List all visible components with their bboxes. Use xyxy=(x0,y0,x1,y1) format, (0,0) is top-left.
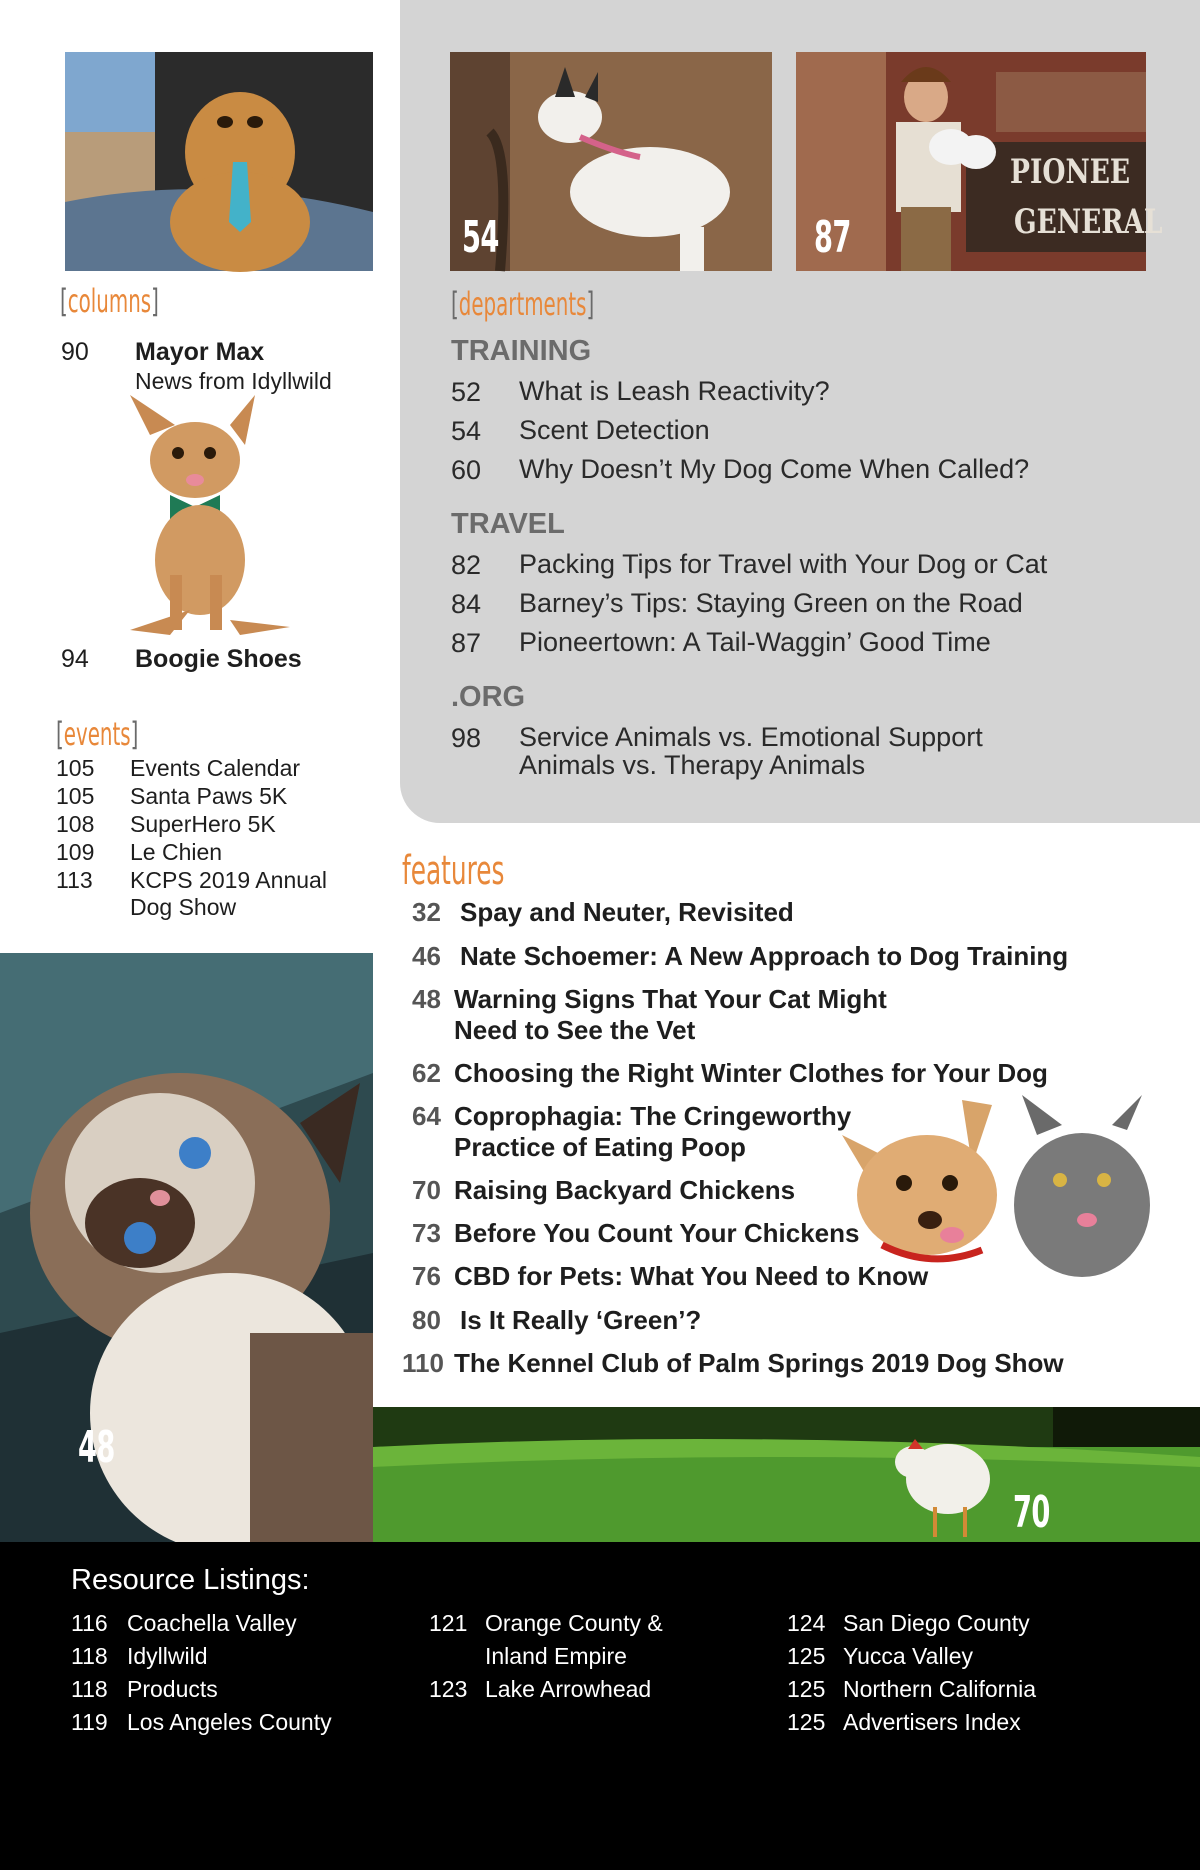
department-page-number: 87 xyxy=(451,628,482,658)
dog-and-cat-photo xyxy=(842,1095,1152,1280)
column-page-number: 94 xyxy=(61,645,89,673)
bracket-close: ] xyxy=(151,282,159,320)
department-page-number: 98 xyxy=(451,723,482,753)
feature-title: Is It Really ‘Green’? xyxy=(460,1305,702,1335)
columns-heading xyxy=(60,282,159,320)
resource-page-number: 118 xyxy=(71,1643,108,1669)
page-number-label: 87 xyxy=(814,212,851,263)
department-page-number: 60 xyxy=(451,455,482,485)
department-title: What is Leash Reactivity? xyxy=(519,376,830,406)
feature-title: Coprophagia: The Cringeworthy Practice of Eating Poop xyxy=(454,1101,852,1162)
event-title: Le Chien xyxy=(130,839,223,865)
event-page-number: 105 xyxy=(56,755,95,781)
feature-title: Spay and Neuter, Revisited xyxy=(460,897,794,927)
feature-title: CBD for Pets: What You Need to Know xyxy=(454,1261,929,1291)
department-title: Barney’s Tips: Staying Green on the Road xyxy=(519,588,1023,618)
events-heading-text: events xyxy=(63,715,131,753)
resource-title: Products xyxy=(127,1676,218,1702)
department-title: Pioneertown: A Tail-Waggin’ Good Time xyxy=(519,627,991,657)
departments-heading xyxy=(451,285,594,323)
event-title: SuperHero 5K xyxy=(130,811,276,837)
department-title: Why Doesn’t My Dog Come When Called? xyxy=(519,454,1030,484)
event-page-number: 108 xyxy=(56,811,95,837)
feature-title: The Kennel Club of Palm Springs 2019 Dog Show xyxy=(454,1348,1064,1378)
resource-page-number: 124 xyxy=(787,1610,826,1636)
department-title: Packing Tips for Travel with Your Dog or Cat xyxy=(519,549,1048,579)
resource-page-number: 121 xyxy=(429,1610,468,1636)
event-page-number: 109 xyxy=(56,839,95,865)
resource-title: Northern California xyxy=(843,1676,1037,1702)
columns-heading-text: columns xyxy=(67,282,152,320)
feature-page-number: 64 xyxy=(412,1101,441,1131)
jumping-dog-photo xyxy=(450,52,772,271)
department-page-number: 52 xyxy=(451,377,482,407)
feature-page-number: 76 xyxy=(412,1261,441,1291)
event-title: KCPS 2019 Annual Dog Show xyxy=(130,867,327,920)
resource-title: Lake Arrowhead xyxy=(485,1676,652,1702)
column-title: Mayor Max xyxy=(135,338,265,366)
bracket-open: [ xyxy=(451,285,459,323)
feature-title: Choosing the Right Winter Clothes for Your Dog xyxy=(454,1058,1048,1088)
feature-page-number: 62 xyxy=(412,1058,441,1088)
events-heading xyxy=(56,715,138,753)
store-sign-line2: GENERAL xyxy=(1014,202,1163,242)
resource-title: Advertisers Index xyxy=(843,1709,1021,1735)
bracket-open: [ xyxy=(60,282,68,320)
resource-page-number: 119 xyxy=(71,1709,108,1735)
chihuahua-photo xyxy=(90,395,310,640)
resource-title: Orange County & Inland Empire xyxy=(485,1610,663,1669)
golden-retriever-photo xyxy=(65,52,373,271)
resource-title: San Diego County xyxy=(843,1610,1030,1636)
resource-title: Los Angeles County xyxy=(127,1709,332,1735)
departments-heading-text: departments xyxy=(458,285,587,323)
himalayan-cat-photo xyxy=(0,953,373,1542)
chicken-on-grass-photo xyxy=(373,1407,1200,1542)
feature-title: Nate Schoemer: A New Approach to Dog Training xyxy=(460,941,1069,971)
chicken-photo xyxy=(373,1407,1200,1542)
resource-title: Idyllwild xyxy=(127,1643,208,1669)
column-title: Boogie Shoes xyxy=(135,645,302,673)
cat-photo xyxy=(0,953,373,1542)
page-number-label: 70 xyxy=(1013,1487,1050,1538)
department-page-number: 54 xyxy=(451,416,482,446)
page-number-label: 54 xyxy=(462,212,499,263)
department-page-number: 82 xyxy=(451,550,482,580)
bracket-close: ] xyxy=(586,285,595,323)
department-category-training: TRAINING xyxy=(451,335,592,367)
feature-title: Raising Backyard Chickens xyxy=(454,1175,796,1205)
feature-title: Warning Signs That Your Cat Might Need to See the Vet xyxy=(454,984,887,1045)
features-heading-text: features xyxy=(402,848,505,894)
feature-page-number: 73 xyxy=(412,1218,441,1248)
feature-page-number: 46 xyxy=(412,941,441,971)
pioneertown-photo xyxy=(796,52,1163,271)
features-heading xyxy=(402,848,504,894)
bracket-close: ] xyxy=(130,715,139,753)
event-page-number: 113 xyxy=(56,867,93,893)
column-subtitle: News from Idyllwild xyxy=(135,368,332,394)
chihuahua-bowtie-photo xyxy=(90,395,310,640)
feature-page-number: 32 xyxy=(412,897,441,927)
resource-title: Yucca Valley xyxy=(843,1643,973,1669)
resource-page-number: 125 xyxy=(787,1676,826,1702)
event-title: Santa Paws 5K xyxy=(130,783,288,809)
resource-listings-title: Resource Listings: xyxy=(71,1564,310,1596)
resource-page-number: 123 xyxy=(429,1676,468,1702)
resource-page-number: 125 xyxy=(787,1643,826,1669)
event-title: Events Calendar xyxy=(130,755,301,781)
department-category-org: .ORG xyxy=(451,681,526,713)
resource-page-number: 118 xyxy=(71,1676,108,1702)
page-number-label: 48 xyxy=(78,1422,115,1473)
event-page-number: 105 xyxy=(56,783,95,809)
feature-page-number: 48 xyxy=(412,984,441,1014)
feature-page-number: 110 xyxy=(402,1348,444,1378)
feature-title: Before You Count Your Chickens xyxy=(454,1218,860,1248)
store-sign-line1: PIONEE xyxy=(1010,152,1131,192)
department-category-travel: TRAVEL xyxy=(451,508,565,540)
resource-page-number: 116 xyxy=(71,1610,108,1636)
department-title: Scent Detection xyxy=(519,415,710,445)
feature-page-number: 80 xyxy=(412,1305,441,1335)
column-page-number: 90 xyxy=(61,338,89,366)
golden-retriever-in-car-photo xyxy=(65,52,373,271)
resource-title: Coachella Valley xyxy=(127,1610,297,1636)
department-page-number: 84 xyxy=(451,589,482,619)
feature-page-number: 70 xyxy=(412,1175,441,1205)
bracket-open: [ xyxy=(56,715,64,753)
dog-and-cat-licking-photo xyxy=(842,1095,1152,1280)
resource-page-number: 125 xyxy=(787,1709,826,1735)
department-title: Service Animals vs. Emotional Support Animals vs. Therapy Animals xyxy=(519,722,983,780)
